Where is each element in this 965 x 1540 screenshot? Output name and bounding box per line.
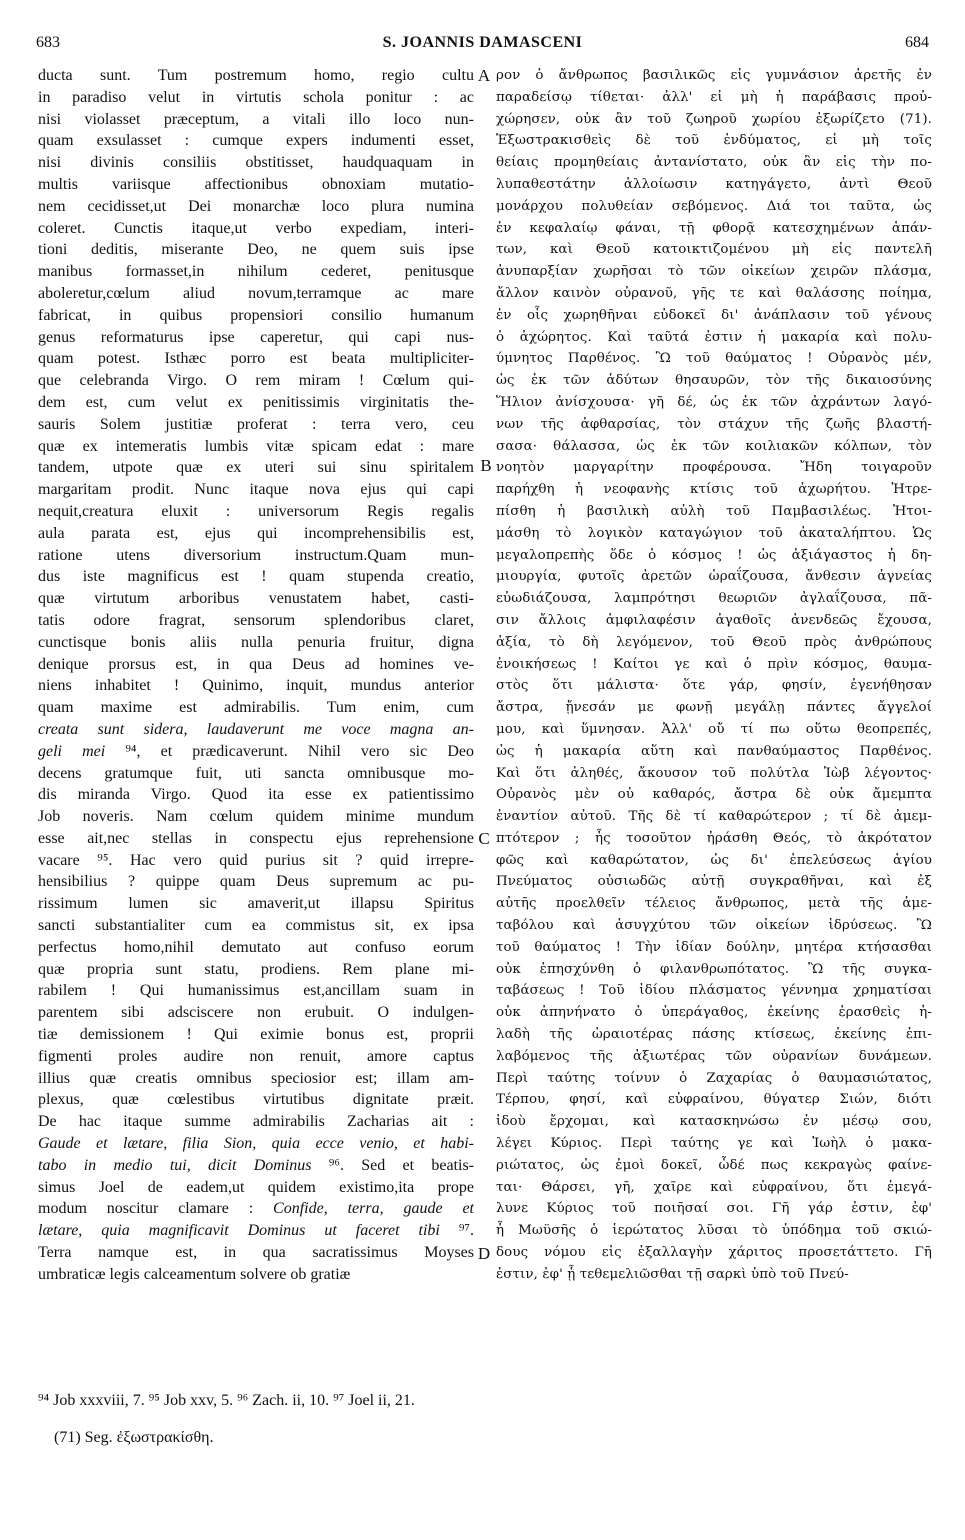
text-line: dus iste magnificus est ! quam stupenda creatio, xyxy=(38,568,474,586)
text-line: tandem, utpote quæ ex uteri sui sinu spiritalem xyxy=(38,459,474,477)
textual-note: (71) Seg. ἐξωστρακίσθη. xyxy=(54,1429,214,1446)
text-line: lætare, quia magnificavit Dominus ut faceret tibi ⁹⁷. xyxy=(38,1222,474,1240)
text-line: ducta sunt. Tum postremum homo, regio cultu xyxy=(38,67,474,84)
text-line: Καὶ ὅτι ἀληθές, ἄκουσον τοῦ πολύτλα Ἰὼβ λέγοντος· xyxy=(496,765,932,781)
scripture-references: ⁹⁴ Job xxxviii, 7. ⁹⁵ Job xxv, 5. ⁹⁶ Zach. ii, 10. ⁹⁷ Joel ii, 21. xyxy=(38,1392,415,1409)
text-line: fabricat, in quibus propensiori consilio humanum xyxy=(38,306,474,324)
text-line: sancti substantialiter cum ea commistus sit, ex ipsa xyxy=(38,917,474,935)
text-line: μονάρχου πολυθείαν σεβόμενος. Διά τοι ταῦτα, ὡς xyxy=(496,198,932,214)
text-line: ἐν οἷς χωρηθῆναι εὐδοκεῖ δι' ἀνάπλασιν τοῦ γένους xyxy=(496,307,932,323)
text-line: Gaude et lætare, filia Sion, quia ecce venio, et habi- xyxy=(38,1135,474,1153)
text-line: των, καὶ Θεοῦ κατοικτιζομένου μὴ εἰς παντελῆ xyxy=(496,242,932,258)
text-line: τοῦ θαύματος ! Τὴν ἰδίαν δούλην, μητέρα κτήσασθαι xyxy=(496,939,932,955)
section-marker-d: D xyxy=(477,1244,491,1263)
text-line: De hac itaque summe admirabilis Zacharias ait : xyxy=(38,1113,474,1131)
text-line: ἀξία, τὸ δὴ λεγόμενον, τοῦ Θεοῦ πρὸς ἀνθρώπους xyxy=(496,634,932,650)
text-line: nisi violasset præceptum, a vitali illo loco nun- xyxy=(38,110,474,128)
text-line: ριώτατος, ὡς ἐμοὶ δοκεῖ, ὧδέ πως κεκραγὼς φαίνε- xyxy=(496,1157,932,1173)
text-line: νοητὸν μαργαρίτην προφέρουσα. Ἤδη τοιγαροῦν xyxy=(496,460,932,476)
text-line: hensibilius ? quippe quam Deus supremum ac pu- xyxy=(38,873,474,891)
text-line: modum noscitur clamare : Confide, terra, gaude et xyxy=(38,1200,474,1218)
text-line: figmenti proles audire non renuit, amore captus xyxy=(38,1047,474,1065)
text-line: ται· Θάρσει, γῆ, χαῖρε καὶ εὐφραίνου, ὅτι ἐμεγά- xyxy=(496,1179,932,1195)
text-line: παραδείσῳ τίθεται· ἀλλ' εἰ μὴ ἡ παράβασις προὐ- xyxy=(496,89,932,105)
text-line: tiæ demissionem ! Qui eximie bonus est, proprii xyxy=(38,1026,474,1044)
text-line: multis variisque affectionibus obnoxiam mutatio- xyxy=(38,175,474,193)
text-line: Περὶ ταύτης τοίνυν ὁ Ζαχαρίας ὁ θαυμασιώτατος, xyxy=(496,1070,932,1086)
text-line: μάσθη τὸ λογικὸν καταγώγιον τοῦ ἀκαταλήπτου. Ὡς xyxy=(496,525,932,541)
text-line: λέγει Κύριος. Περὶ ταύτης γε καὶ Ἰωὴλ ὁ μακα- xyxy=(496,1136,932,1152)
text-line: creata sunt sidera, laudaverunt me voce magna an- xyxy=(38,720,474,738)
page-header xyxy=(36,34,929,56)
text-line: ρον ὁ ἄνθρωπος βασιλικῶς εἰς γυμνάσιον ἀρετῆς ἐν xyxy=(496,68,932,83)
text-line: manibus formasset,in nihilum cederet, penitusque xyxy=(38,263,474,281)
text-line: οὐκ ἀπηνήνατο ὁ ὑπεράγαθος, ἐκείνης ἐρασθεὶς ἡ- xyxy=(496,1005,932,1021)
text-line: rissimum lumen sic amaverit,ut illapsu Spiritus xyxy=(38,895,474,913)
text-line: λυνε Κύριος τοῦ ποιῆσαί σοι. Γῆ γάρ ἐστιν, ἐφ' xyxy=(496,1201,932,1217)
text-line: dis miranda Virgo. Quod ita esse ex patientissimo xyxy=(38,786,474,804)
text-line: ταβόλου καὶ ἀσυγχύτου τῶν οἰκείων ἱδρύσεως. Ὢ xyxy=(496,918,932,934)
greek-column xyxy=(496,65,932,1380)
text-line: ἐνοικήσεως ! Καίτοι γε καὶ ὁ πρὶν κόσμος, θαυμα- xyxy=(496,656,932,672)
text-line: ταβάσεως ! Τοῦ ἰδίου πλάσματος γέννημα χρηματίσαι xyxy=(496,983,932,999)
text-line: tioni deditis, miserante Deo, ne quem suis ipse xyxy=(38,241,474,259)
text-line: quam potest. Isthæc porro est beata multipliciter- xyxy=(38,350,474,368)
text-line: tabo in medio tui, dicit Dominus ⁹⁶. Sed et beatis- xyxy=(38,1156,474,1174)
text-line: σιν ἄλλοις ἀμφιλαφέσιν ἀγαθοῖς ἀνενδεῶς ἔχουσα, xyxy=(496,612,932,628)
text-line: Τέρπου, φησί, καὶ εὐφραίνου, θύγατερ Σιών, διότι xyxy=(496,1092,932,1108)
text-line: ἰδοὺ ἔρχομαι, καὶ κατασκηνώσω ἐν μέσῳ σου, xyxy=(496,1114,932,1130)
text-line: ἧ Μωϋσῆς ὁ ἱερώτατος λῦσαι τὸ ὑπόδημα τοῦ σκιώ- xyxy=(496,1223,932,1239)
text-line: μου, καὶ ὕμνησαν. Ἀλλ' οὔ τί πω οὕτω θεοπρεπές, xyxy=(496,721,932,737)
text-line: decens gratumque fuit, uti sancta omnibusque mo- xyxy=(38,764,474,782)
text-line: πίσθη ἡ βασιλικὴ αὐλὴ τοῦ Παμβασιλέως. Ἡτοι- xyxy=(496,503,932,519)
page-number-left: 683 xyxy=(36,34,60,51)
text-line: ὡς ἡ μακαρία αὕτη καὶ πανθαύμαστος Παρθένος. xyxy=(496,743,932,759)
text-line: οὐκ ἐπησχύνθη ὁ φιλανθρωπότατος. Ὢ τῆς συγκα- xyxy=(496,961,932,977)
text-line: cunctisque bonis aliis nulla penuria fruitur, digna xyxy=(38,633,474,651)
text-line: parentem sibi adsciscere non erubuit. O indulgen- xyxy=(38,1004,474,1022)
text-line: Οὐρανὸς μὲν οὐ καθαρός, ἄστρα δὲ οὐκ ἄμεμπτα xyxy=(496,787,932,803)
text-line: στὸς ὅτι μάλιστα· ὅτε γάρ, φησίν, ἐγενήθησαν xyxy=(496,678,932,694)
text-line: χώρησεν, οὐκ ἂν τοῦ ζωηροῦ χωρίου ἐξωρίζετο (71). xyxy=(496,111,932,127)
text-line: in paradiso velut in virtutis schola ponitur : ac xyxy=(38,88,474,106)
text-line: λαβόμενος τῆς ἀξιωτέρας τῶν οὐρανίων δυνάμεων. xyxy=(496,1048,932,1064)
text-line: coleret. Cunctis itaque,ut verbo expediam, interi- xyxy=(38,219,474,237)
text-line: niens inhabitet ! Quinimo, inquit, mundus anterior xyxy=(38,677,474,695)
text-line: umbraticæ legis calceamentum solvere ob gratiæ xyxy=(38,1265,351,1283)
text-line: νων τῆς ἀφθαρσίας, τὸν στάχυν τῆς ζωῆς βλαστή- xyxy=(496,416,932,432)
text-line: esse ait,nec stellas in conspectu ejus reprehensione xyxy=(38,829,474,847)
text-line: illius quæ creatis omnibus speciosior est; illam am- xyxy=(38,1069,474,1087)
text-line: ἄστρα, ᾔνεσάν με φωνῇ μεγάλῃ πάντες ἄγγελοί xyxy=(496,700,932,716)
text-line: φῶς καὶ καθαρώτατον, ὡς δι' ἐπελεύσεως ἁγίου xyxy=(496,852,932,868)
text-line: vacare ⁹⁵. Hac vero quid purius sit ? quid irrepre- xyxy=(38,851,474,869)
text-line: ύμνητος Παρθένος. Ὢ τοῦ θαύματος ! Οὐρανὸς μέν, xyxy=(496,351,932,367)
section-marker-c: C xyxy=(478,829,490,848)
text-line: margaritam prodit. Nunc itaque nova ejus qui capi xyxy=(38,481,474,499)
text-line: Terra namque est, in qua sacratissimus Moyses xyxy=(38,1244,474,1262)
text-line: que celebranda Virgo. O rem miram ! Cœlum qui- xyxy=(38,372,474,390)
text-line: quam exsulasset : cumque expers indumenti esset, xyxy=(38,132,474,150)
text-line: genus reformaturus ipse caperetur, qui capi nus- xyxy=(38,328,474,346)
text-line: simus Joel de eadem,ut quidem existimo,ita prope xyxy=(38,1178,474,1196)
text-line: σασα· θάλασσα, ὡς ἐκ τῶν κοιλιακῶν κόλπων, τὸν xyxy=(496,438,932,454)
text-line: quam maxime est admirabilis. Tum enim, cum xyxy=(38,699,474,717)
text-line: aula parata est, ejus qui incomprehensibilis est, xyxy=(38,524,474,542)
text-line: ἀνυπαρξίαν χωρῆσαι τὸ τῶν οἰκείων χειρῶν πλάσμα, xyxy=(496,264,932,280)
text-line: θείαις προμηθείαις ἀντανίστατο, οὐκ ἂν εἰς τὴν πο- xyxy=(496,155,932,171)
text-line: ἐν κεφαλαίῳ φάναι, τῇ φθορᾷ κατεσχημένων ἁπάν- xyxy=(496,220,932,236)
text-line: Πνεύματος οὐσιωδῶς αὐτῇ συγκραθῆναι, καὶ ἐξ xyxy=(496,874,932,890)
text-line: denique prorsus est, in qua Deus ad homines ve- xyxy=(38,655,474,673)
text-line: geli mei ⁹⁴, et prædicaverunt. Nihil vero sic Deo xyxy=(38,742,474,760)
text-line: sauris Solem justitiæ proferat : terra vero, ceu xyxy=(38,415,474,433)
text-line: nem cecidisset,ut Dei monarchæ loco plura numina xyxy=(38,197,474,215)
text-line: nequit,creatura eluxit : universorum Regis regalis xyxy=(38,502,474,520)
text-line: perfectus homo,nihil demutato aut confuso eorum xyxy=(38,938,474,956)
text-line: aboleretur,cœlum aliud novum,terramque ac mare xyxy=(38,284,474,302)
running-title: S. JOANNIS DAMASCENI xyxy=(382,34,583,51)
text-line: Job noveris. Nam cœlum quidem minime mundum xyxy=(38,808,474,826)
text-line: λυπαθεστάτην ἀλλοίωσιν κατηγάγετο, ἀντὶ Θεοῦ xyxy=(496,176,932,192)
text-line: quæ ex intemeratis lumbis vitæ spicam edat : mare xyxy=(38,437,474,455)
text-line: quæ virtutum arboribus venustatem habet, casti- xyxy=(38,590,474,608)
text-line: dem est, cum velut ex penitissimis virginitatis the- xyxy=(38,393,474,411)
text-line: ἄλλον καινὸν οὐρανοῦ, γῆς τε καὶ θαλάσσης ποίημα, xyxy=(496,285,932,301)
text-line: ἐστιν, ἐφ' ᾗ τεθεμελιῶσθαι τῇ σαρκὶ ὑπὸ τοῦ Πνεύ- xyxy=(496,1266,849,1282)
page-number-right: 684 xyxy=(905,34,929,51)
text-line: rabilem ! Qui humanissimus est,ancillam suam in xyxy=(38,982,474,1000)
text-line: εὐωδιάζουσα, λαμπρότησι θεωριῶν ἀγλαΐζουσα, πᾶ- xyxy=(496,591,932,607)
text-line: Ἐξωστρακισθεὶς δὲ τοῦ ἐνδύματος, εἰ μὴ τοῖς xyxy=(496,133,932,149)
section-marker-a: A xyxy=(477,66,491,85)
text-line: tatis odore fragrat, sensorum splendoribus claret, xyxy=(38,611,474,629)
text-line: μιουργία, φυτοῖς ἀρετῶν ὡραΐζουσα, ἄνθεσιν ἁγνείας xyxy=(496,569,932,585)
text-line: ἐναντίον αὐτοῦ. Τῆς δὲ τί καθαρώτερον ; τί δὲ ἀμεμ- xyxy=(496,809,932,825)
text-line: plexus, quæ cœlestibus virtutibus dignitate præit. xyxy=(38,1091,474,1109)
text-line: ratione utens diversorium instructum.Quam mun- xyxy=(38,546,474,564)
text-line: μεγαλοπρεπὴς ὅδε ὁ κόσμος ! ὡς ἀξιάγαστος ἡ δη- xyxy=(496,547,932,563)
text-line: quæ propria sunt statu, prodiens. Rem plane mi- xyxy=(38,960,474,978)
text-line: ὡς ἐκ τῶν ἀδύτων θησαυρῶν, τὸν τῆς δικαιοσύνης xyxy=(496,373,932,389)
text-line: παρήχθη ἡ νεοφανὴς κτίσις τοῦ ἀχωρήτου. Ἡτρε- xyxy=(496,482,932,498)
text-line: πτότερον ; ἧς τοσοῦτον ἠράσθη Θεός, τὸ ἀκρότατον xyxy=(496,830,932,846)
text-line: nisi divinis consiliis obstitisset, haudquaquam in xyxy=(38,154,474,172)
text-line: δους νόμου εἰς ἐξαλλαγὴν χάριτος προσετάττετο. Γῆ xyxy=(496,1245,932,1261)
latin-column xyxy=(38,65,474,1380)
section-marker-b: B xyxy=(480,456,492,475)
text-line: αὐτῆς προελθεῖν τέλειος ἄνθρωπος, μετὰ τῆς ἀμε- xyxy=(496,896,932,912)
text-line: ὁ ἀχώρητος. Καὶ ταῦτά ἐστιν ἡ μακαρία καὶ πολυ- xyxy=(496,329,932,345)
text-line: λαδὴ τῆς ὡραιοτέρας πάσης κτίσεως, ἐκείνης ἐπι- xyxy=(496,1027,932,1043)
text-line: Ἥλιον ἀνίσχουσα· γῆ δέ, ὡς ἐκ τῶν ἀχράντων λαγό- xyxy=(496,394,932,410)
